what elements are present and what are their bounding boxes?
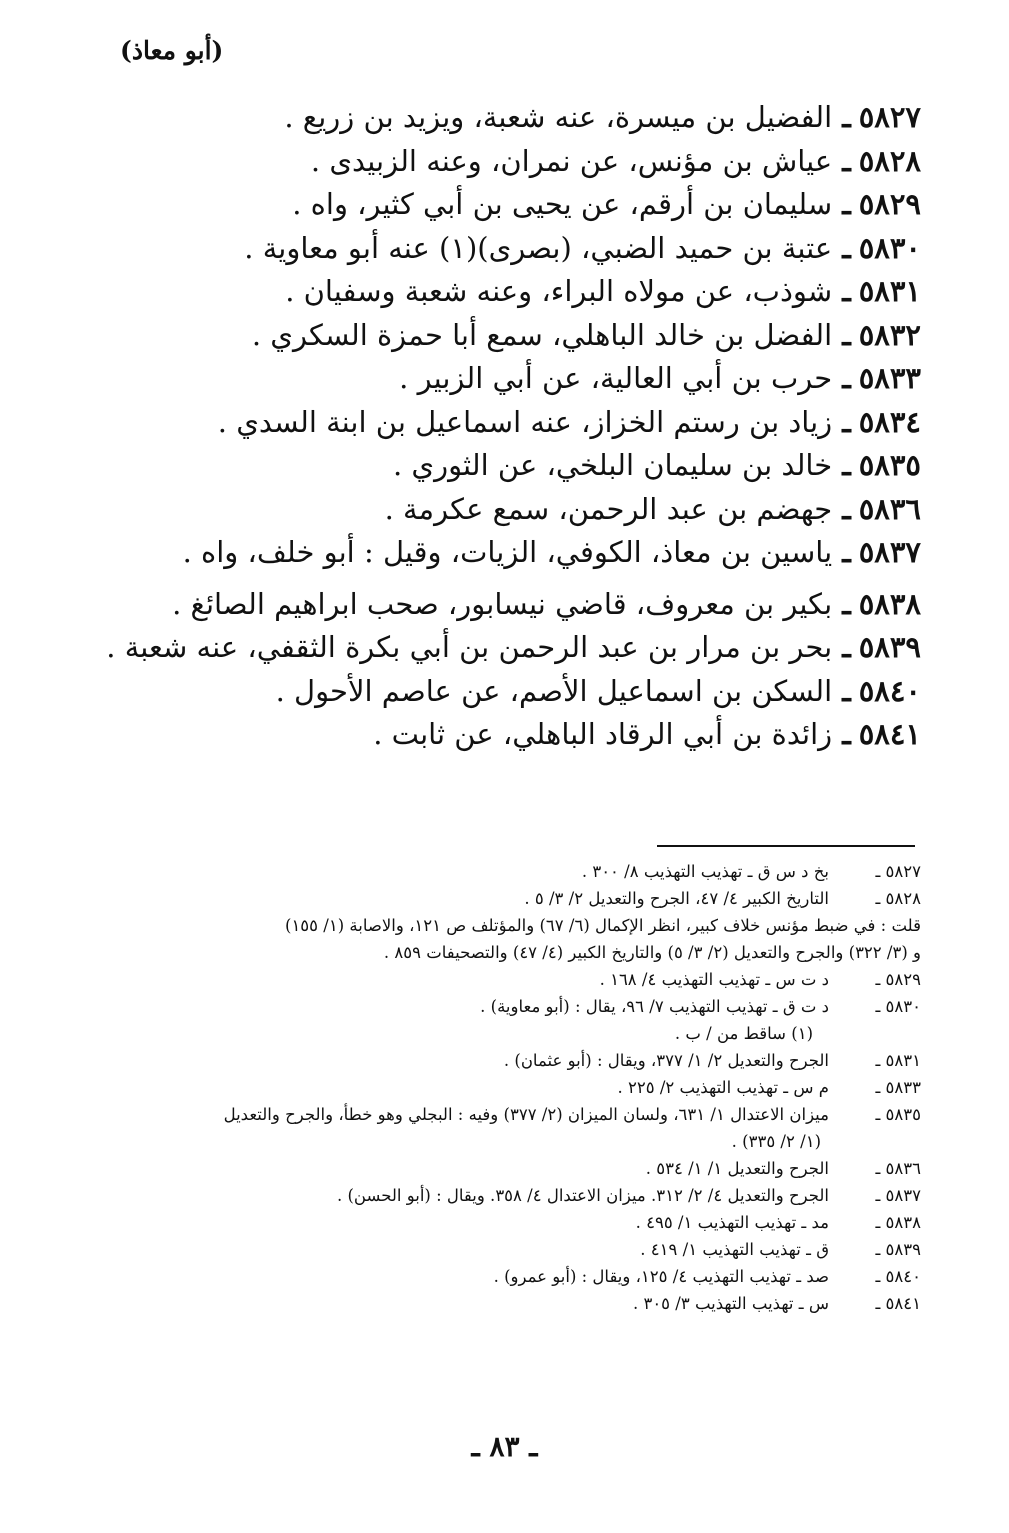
footnote [96,1290,921,1317]
entries-list [101,96,921,757]
entry [101,444,921,488]
footnote-number: ٥٨٤١ ـ [875,1294,921,1313]
footnote-text: ق ـ تهذيب التهذيب ١/ ٤١٩ . [640,1240,829,1259]
entry-dash: ـ [842,535,851,569]
entry [101,713,921,757]
footnote-text: (١/ ٢/ ٣٣٥) . [731,1132,821,1151]
footnote [96,1182,921,1209]
footnote-comment [96,912,921,939]
entry-text: زياد بن رستم الخزاز، عنه اسماعيل بن ابنة السدي . [217,404,833,439]
entry-text: زائدة بن أبي الرقاد الباهلي، عن ثابت . [373,717,833,751]
entry-text: بكير بن معروف، قاضي نيسابور، صحب ابراهيم الصائغ . [172,586,833,621]
footnote-number: ٥٨٣٠ ـ [875,997,921,1016]
entry [101,488,921,532]
footnote-text: قلت : في ضبط مؤنس خلاف كبير، انظر الإكمال (٦/ ٦٧) والمؤتلف ص ١٢١، والاصابة (١/ ١٥٥) [285,916,921,935]
entry-number: ٥٨٣٦ [858,491,921,526]
entry-text: عياش بن مؤنس، عن نمران، وعنه الزبيدى . [310,143,833,178]
running-header: (أبو معاذ) [120,36,224,65]
entry-dash: ـ [842,491,851,526]
entry-number: ٥٨٢٩ [858,187,921,221]
footnote [96,966,921,993]
entry-number: ٥٨٣٥ [858,448,921,482]
entry-text: ياسين بن معاذ، الكوفي، الزيات، وقيل : أبو خلف، واه . [182,535,833,569]
entry-text: خالد بن سليمان البلخي، عن الثوري . [392,448,833,482]
footnote-number: ٥٨٣٧ ـ [875,1186,921,1205]
entry-number: ٥٨٣٠ [858,230,921,265]
footnote-number: ٥٨٣١ ـ [875,1051,921,1070]
entry-dash: ـ [842,100,851,134]
footnote-number: ٥٨٢٧ ـ [875,862,921,881]
footnote-text: بخ د س ق ـ تهذيب التهذيب ٨/ ٣٠٠ . [581,862,829,881]
entry-number: ٥٨٣٩ [858,630,921,664]
entry-number: ٥٨٣٤ [858,404,921,439]
entry-dash: ـ [842,586,851,621]
footnote [96,1101,921,1128]
entry-text: السكن بن اسماعيل الأصم، عن عاصم الأحول . [275,673,833,708]
footnote-text: (١) ساقط من / ب . [674,1024,813,1043]
entry-dash: ـ [842,448,851,482]
footnote [96,1236,921,1263]
footnote-text: د ت س ـ تهذيب التهذيب ٤/ ١٦٨ . [599,970,829,989]
entry-dash: ـ [842,361,851,395]
entry [101,183,921,227]
entry-dash: ـ [842,717,851,751]
footnote-text: د ت ق ـ تهذيب التهذيب ٧/ ٩٦، يقال : (أبو معاوية) . [480,997,829,1016]
entry-dash: ـ [842,630,851,664]
footnote-continuation [96,1128,921,1155]
footnote [96,993,921,1020]
entry-number: ٥٨٣٢ [858,317,921,352]
footnote-number: ٥٨٣٩ ـ [875,1240,921,1259]
entry [101,401,921,445]
entry [101,270,921,314]
entry-number: ٥٨٣٧ [858,535,921,569]
footnote [96,858,921,885]
footnote-text: الجرح والتعديل ٢/ ١/ ٣٧٧، ويقال : (أبو عثمان) . [503,1051,829,1070]
footnote [96,1047,921,1074]
entry-text: الفضيل بن ميسرة، عنه شعبة، ويزيد بن زريع . [284,100,833,134]
footnote-text: صد ـ تهذيب التهذيب ٤/ ١٢٥، ويقال : (أبو عمرو) . [493,1267,829,1286]
entry-number: ٥٨٤١ [858,717,921,751]
entry-dash: ـ [842,317,851,352]
footnote-number: ٥٨٣٦ ـ [875,1159,921,1178]
entry [101,626,921,670]
entry-number: ٥٨٣٣ [858,361,921,395]
footnote-text: مد ـ تهذيب التهذيب ١/ ٤٩٥ . [635,1213,829,1232]
footnote-text: الجرح والتعديل ٤/ ٢/ ٣١٢. ميزان الاعتدال ٤/ ٣٥٨. ويقال : (أبو الحسن) . [336,1186,829,1205]
footnote-text: م س ـ تهذيب التهذيب ٢/ ٢٢٥ . [617,1078,829,1097]
footnote-comment [96,1020,921,1047]
entry-number: ٥٨٣١ [858,274,921,308]
footnote-number: ٥٨٣٥ ـ [875,1105,921,1124]
footnote-number: ٥٨٣٨ ـ [875,1213,921,1232]
entry [101,227,921,271]
entry-dash: ـ [842,673,851,708]
entry-dash: ـ [842,187,851,221]
page-number: ـ ٨٣ ـ [471,1430,538,1463]
footnote [96,1263,921,1290]
entry [101,96,921,140]
entry [101,140,921,184]
entry-dash: ـ [842,230,851,265]
entry-dash: ـ [842,404,851,439]
footnotes [96,858,921,1317]
footnote-text: الجرح والتعديل ١/ ١/ ٥٣٤ . [645,1159,829,1178]
entry-number: ٥٨٤٠ [858,673,921,708]
entry-text: جهضم بن عبد الرحمن، سمع عكرمة . [384,491,833,526]
entry [101,670,921,714]
entry-number: ٥٨٣٨ [858,586,921,621]
footnote-text: و (٣/ ٣٢٢) والجرح والتعديل (٢/ ٣/ ٥) والتاريخ الكبير (٤/ ٤٧) والتصحيفات ٨٥٩ . [383,943,921,962]
entry-number: ٥٨٢٨ [858,143,921,178]
entry [101,314,921,358]
footnote-separator [657,845,915,847]
footnote-number: ٥٨٣٣ ـ [875,1078,921,1097]
entry-text: سليمان بن أرقم، عن يحيى بن أبي كثير، واه . [292,187,833,221]
footnote-number: ٥٨٢٩ ـ [875,970,921,989]
footnote [96,885,921,912]
entry [101,357,921,401]
footnote-text: ميزان الاعتدال ١/ ٦٣١، ولسان الميزان (٢/ ٣٧٧) وفيه : البجلي وهو خطأ، والجرح والتعديل [223,1105,829,1124]
footnote [96,1074,921,1101]
entry-text: بحر بن مرار بن عبد الرحمن بن أبي بكرة الثقفي، عنه شعبة . [106,630,833,664]
entry-text: الفضل بن خالد الباهلي، سمع أبا حمزة السكري . [251,317,833,352]
footnote-continuation [96,939,921,966]
footnote [96,1209,921,1236]
entry-text: شوذب، عن مولاه البراء، وعنه شعبة وسفيان . [285,274,833,308]
footnote-text: التاريخ الكبير ٤/ ٤٧، الجرح والتعديل ٢/ ٣/ ٥ . [524,889,829,908]
footnote-number: ٥٨٢٨ ـ [875,889,921,908]
footnote [96,1155,921,1182]
entry [101,531,921,575]
entry-text: عتبة بن حميد الضبي، (بصرى)(١) عنه أبو معاوية . [244,230,833,265]
entry-dash: ـ [842,143,851,178]
entry-dash: ـ [842,274,851,308]
footnote-text: س ـ تهذيب التهذيب ٣/ ٣٠٥ . [632,1294,829,1313]
entry-text: حرب بن أبي العالية، عن أبي الزبير . [399,361,833,395]
entry [101,583,921,627]
footnote-number: ٥٨٤٠ ـ [875,1267,921,1286]
entry-number: ٥٨٢٧ [858,100,921,134]
